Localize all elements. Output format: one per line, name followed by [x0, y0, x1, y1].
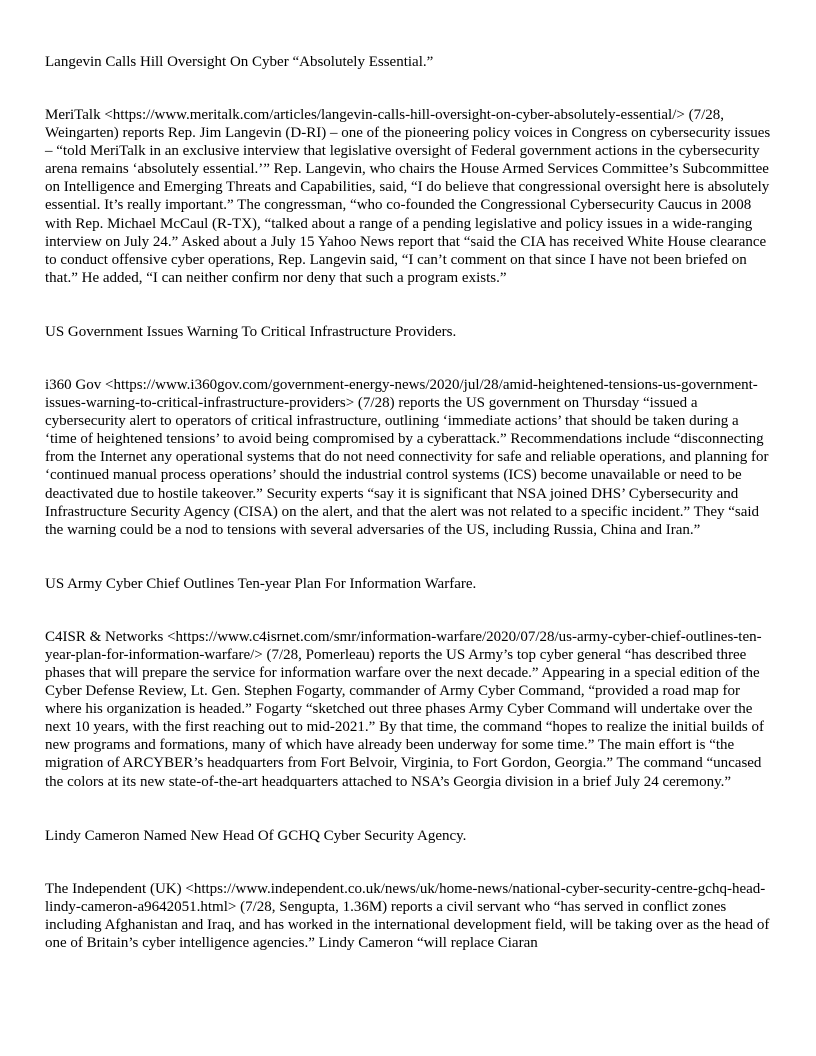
spacer [45, 593, 772, 628]
article-2-headline: US Government Issues Warning To Critical Infrastructure Providers. [45, 323, 457, 340]
article-3-headline: US Army Cyber Chief Outlines Ten-year Plan For Information Warfare. [45, 575, 477, 592]
article-1-body: MeriTalk <https://www.meritalk.com/articles/langevin-calls-hill-oversight-on-cyber-absolutely-essential/> (7/28, Weingarten) reports Rep. Jim Langevin (D-RI) – one of the pioneering policy voices in Congress on cybersecurity issues – “told MeriTalk in an exclusive interview that legislative oversight of Federal government actions in the cybersecurity arena remains ‘absolutely essential.’” Rep. Langevin, who chairs the House Armed Services Committee’s Subcommittee on Intelligence and Emerging Threats and Capabilities, said, “I do believe that congressional oversight here is absolutely essential. It’s really important.” The congressman, “who co-founded the Congressional Cybersecurity Caucus in 2008 with Rep. Michael McCaul (R-TX), “talked about a range of a pending legislative and policy issues in a wide-ranging interview on July 24.” Asked about a July 15 Yahoo News report that “said the CIA has received White House clearance to conduct offensive cyber operations, Rep. Langevin said, “I can’t comment on that since I have not been briefed on that.” He added, “I can neither confirm nor deny that such a program exists.” [45, 107, 771, 286]
spacer [45, 791, 772, 827]
spacer [45, 845, 772, 880]
article-4-body: The Independent (UK) <https://www.independent.co.uk/news/uk/home-news/national-cyber-security-centre-gchq-head-lindy-cameron-a9642051.html> (7/28, Sengupta, 1.36M) reports a civil servant who “has served in conflict zones including Afghanistan and Iraq, and has worked in the international development field, will be taking over as the head of one of Britain’s cyber intelligence agencies.” Lindy Cameron “will replace Ciaran [45, 880, 770, 951]
spacer [45, 287, 772, 323]
article-3-body: C4ISR & Networks <https://www.c4isrnet.com/smr/information-warfare/2020/07/28/us-army-cyber-chief-outlines-ten-year-plan-for-information-warfare/> (7/28, Pomerleau) reports the US Army’s top cyber general “has described three phases that will prepare the service for information warfare over the next decade.” Appearing in a special edition of the Cyber Defense Review, Lt. Gen. Stephen Fogarty, commander of Army Cyber Command, “provided a road map for where his organization is headed.” Fogarty “sketched out three phases Army Cyber Command will undertake over the next 10 years, with the first reaching out to mid-2021.” By that time, the command “hopes to realize the initial builds of new programs and formations, many of which have already been underway for some time.” The main effort is “the migration of ARCYBER’s headquarters from Fort Belvoir, Virginia, to Fort Gordon, Georgia.” The command “uncased the colors at its new state-of-the-art headquarters attached to NSA’s Georgia division in a brief July 24 ceremony.” [45, 628, 764, 790]
article-1-headline: Langevin Calls Hill Oversight On Cyber “Absolutely Essential.” [45, 54, 434, 70]
article-2-body: i360 Gov <https://www.i360gov.com/government-energy-news/2020/jul/28/amid-heightened-tensions-us-government-issues-warning-to-critical-infrastructure-providers> (7/28) reports the US government on Thursday “issued a cybersecurity alert to operators of critical infrastructure, outlining ‘immediate actions’ that should be taken during a ‘time of heightened tensions’ to avoid being compromised by a cyberattack.” Recommendations include “disconnecting from the Internet any operational systems that do not need connectivity for safe and reliable operations, and planning for ‘continued manual process operations’ should the industrial control systems (ICS) become unavailable or need to be deactivated due to hostile takeover.” Security experts “say it is significant that NSA joined DHS’ Cybersecurity and Infrastructure Security Agency (CISA) on the alert, and that the alert was not related to a specific incident.” They “said the warning could be a nod to tensions with several adversaries of the US, including Russia, China and Iran.” [45, 376, 769, 538]
article-4-headline: Lindy Cameron Named New Head Of GCHQ Cyber Security Agency. [45, 827, 467, 844]
spacer [45, 71, 772, 106]
spacer [45, 539, 772, 575]
document-page [45, 53, 772, 952]
spacer [45, 341, 772, 376]
